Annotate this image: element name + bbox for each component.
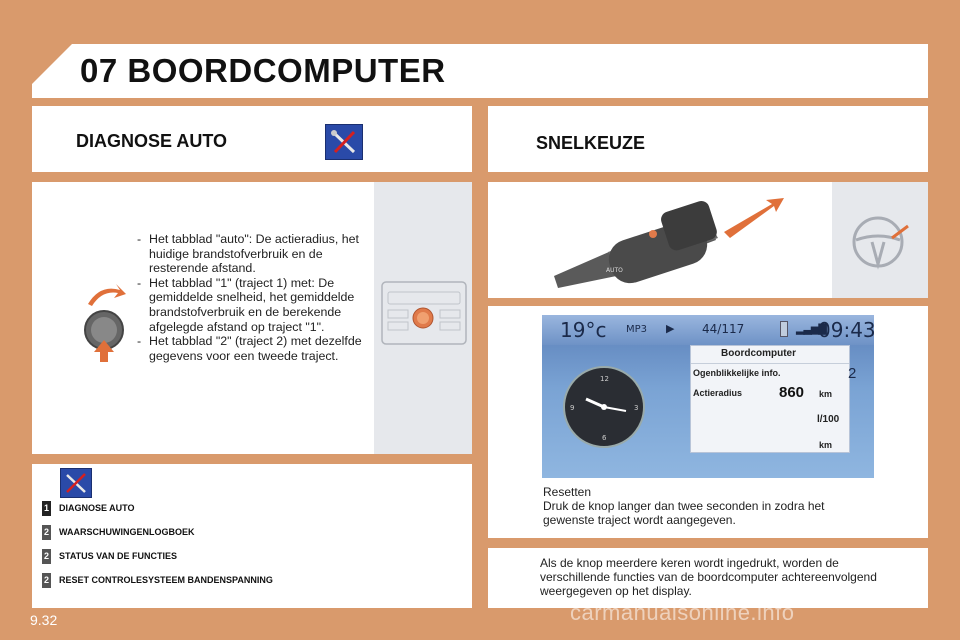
diagnose-bullets xyxy=(137,232,369,363)
menu-item[interactable] xyxy=(42,571,462,589)
popup-divider xyxy=(691,363,849,364)
menu-item[interactable] xyxy=(42,499,462,517)
menu-item-number: 1 xyxy=(42,501,51,516)
tools-icon xyxy=(60,468,92,498)
menu-item-label: RESET CONTROLESYSTEEM BANDENSPANNING xyxy=(59,575,273,585)
reset-text: Druk de knop langer dan twee seconden in zodra het gewenste traject wordt aangegeven. xyxy=(543,499,825,527)
menu-item-number: 2 xyxy=(42,573,51,588)
menu-item[interactable] xyxy=(42,523,462,541)
watermark: carmanualsonline.info xyxy=(570,600,795,625)
phone-icon xyxy=(780,321,788,337)
clock-time: 09:43 xyxy=(818,318,876,342)
reset-title: Resetten xyxy=(543,485,592,499)
clock-number: 9 xyxy=(570,404,575,412)
bullet-item: - Het tabblad "2" (traject 2) met dezelfde gegevens voor een tweede traject. xyxy=(137,334,369,363)
range-value: 860 xyxy=(779,384,805,401)
stalk-label: AUTO xyxy=(606,267,623,274)
tab-number: 2 xyxy=(848,365,857,382)
unit-km: km xyxy=(819,389,833,399)
play-icon: ▶ xyxy=(666,322,675,335)
menu-list xyxy=(42,499,462,589)
bullet-item: - Het tabblad "1" (traject 1) met: De gemiddelde snelheid, het gemiddelde brandstofverbruik en de berekende afgelegde afstand op traject "1". xyxy=(137,276,369,334)
range-label: Actieradius xyxy=(693,388,743,398)
boordcomputer-popup xyxy=(690,345,850,453)
track-counter: 44/117 xyxy=(702,322,745,336)
steering-wheel-box xyxy=(832,182,928,298)
unit-km-2: km xyxy=(819,440,833,450)
page-title: 07 BOORDCOMPUTER xyxy=(80,52,446,89)
popup-subtitle: Ogenblikkelijke info. xyxy=(693,368,781,378)
clock-number: 3 xyxy=(634,404,639,412)
bullet-item: - Het tabblad "auto": De actieradius, het huidige brandstofverbruik en de resterende afstand. xyxy=(137,232,369,276)
clock-number: 12 xyxy=(600,375,609,383)
unit-l100: l/100 xyxy=(817,414,840,425)
diagnose-heading: DIAGNOSE AUTO xyxy=(76,131,228,151)
display-status-bar xyxy=(542,315,874,345)
rotary-knob-icon xyxy=(80,282,130,362)
wiper-stalk-image xyxy=(548,196,828,292)
snelkeuze-heading: SNELKEUZE xyxy=(536,133,646,153)
signal-icon: ▂▃▅▇ xyxy=(796,322,826,335)
car-display xyxy=(542,315,874,478)
popup-title: Boordcomputer xyxy=(721,348,796,359)
analog-clock xyxy=(562,365,646,449)
radio-image-box xyxy=(374,182,472,454)
tools-icon xyxy=(325,124,363,160)
menu-item-number: 2 xyxy=(42,549,51,564)
clock-number: 6 xyxy=(602,434,607,442)
audio-source: MP3 xyxy=(626,324,648,335)
page-number: 9.32 xyxy=(30,612,58,628)
info-text: Als de knop meerdere keren wordt ingedrukt, worden de verschillende functies van de boordcomputer achtereenvolgend weergegeven op het display. xyxy=(540,556,877,598)
menu-item-label: WAARSCHUWINGENLOGBOEK xyxy=(59,527,195,537)
menu-item-number: 2 xyxy=(42,525,51,540)
temperature: 19°c xyxy=(560,318,607,342)
menu-item[interactable] xyxy=(42,547,462,565)
menu-item-label: DIAGNOSE AUTO xyxy=(59,503,135,513)
menu-item-label: STATUS VAN DE FUNCTIES xyxy=(59,551,178,561)
